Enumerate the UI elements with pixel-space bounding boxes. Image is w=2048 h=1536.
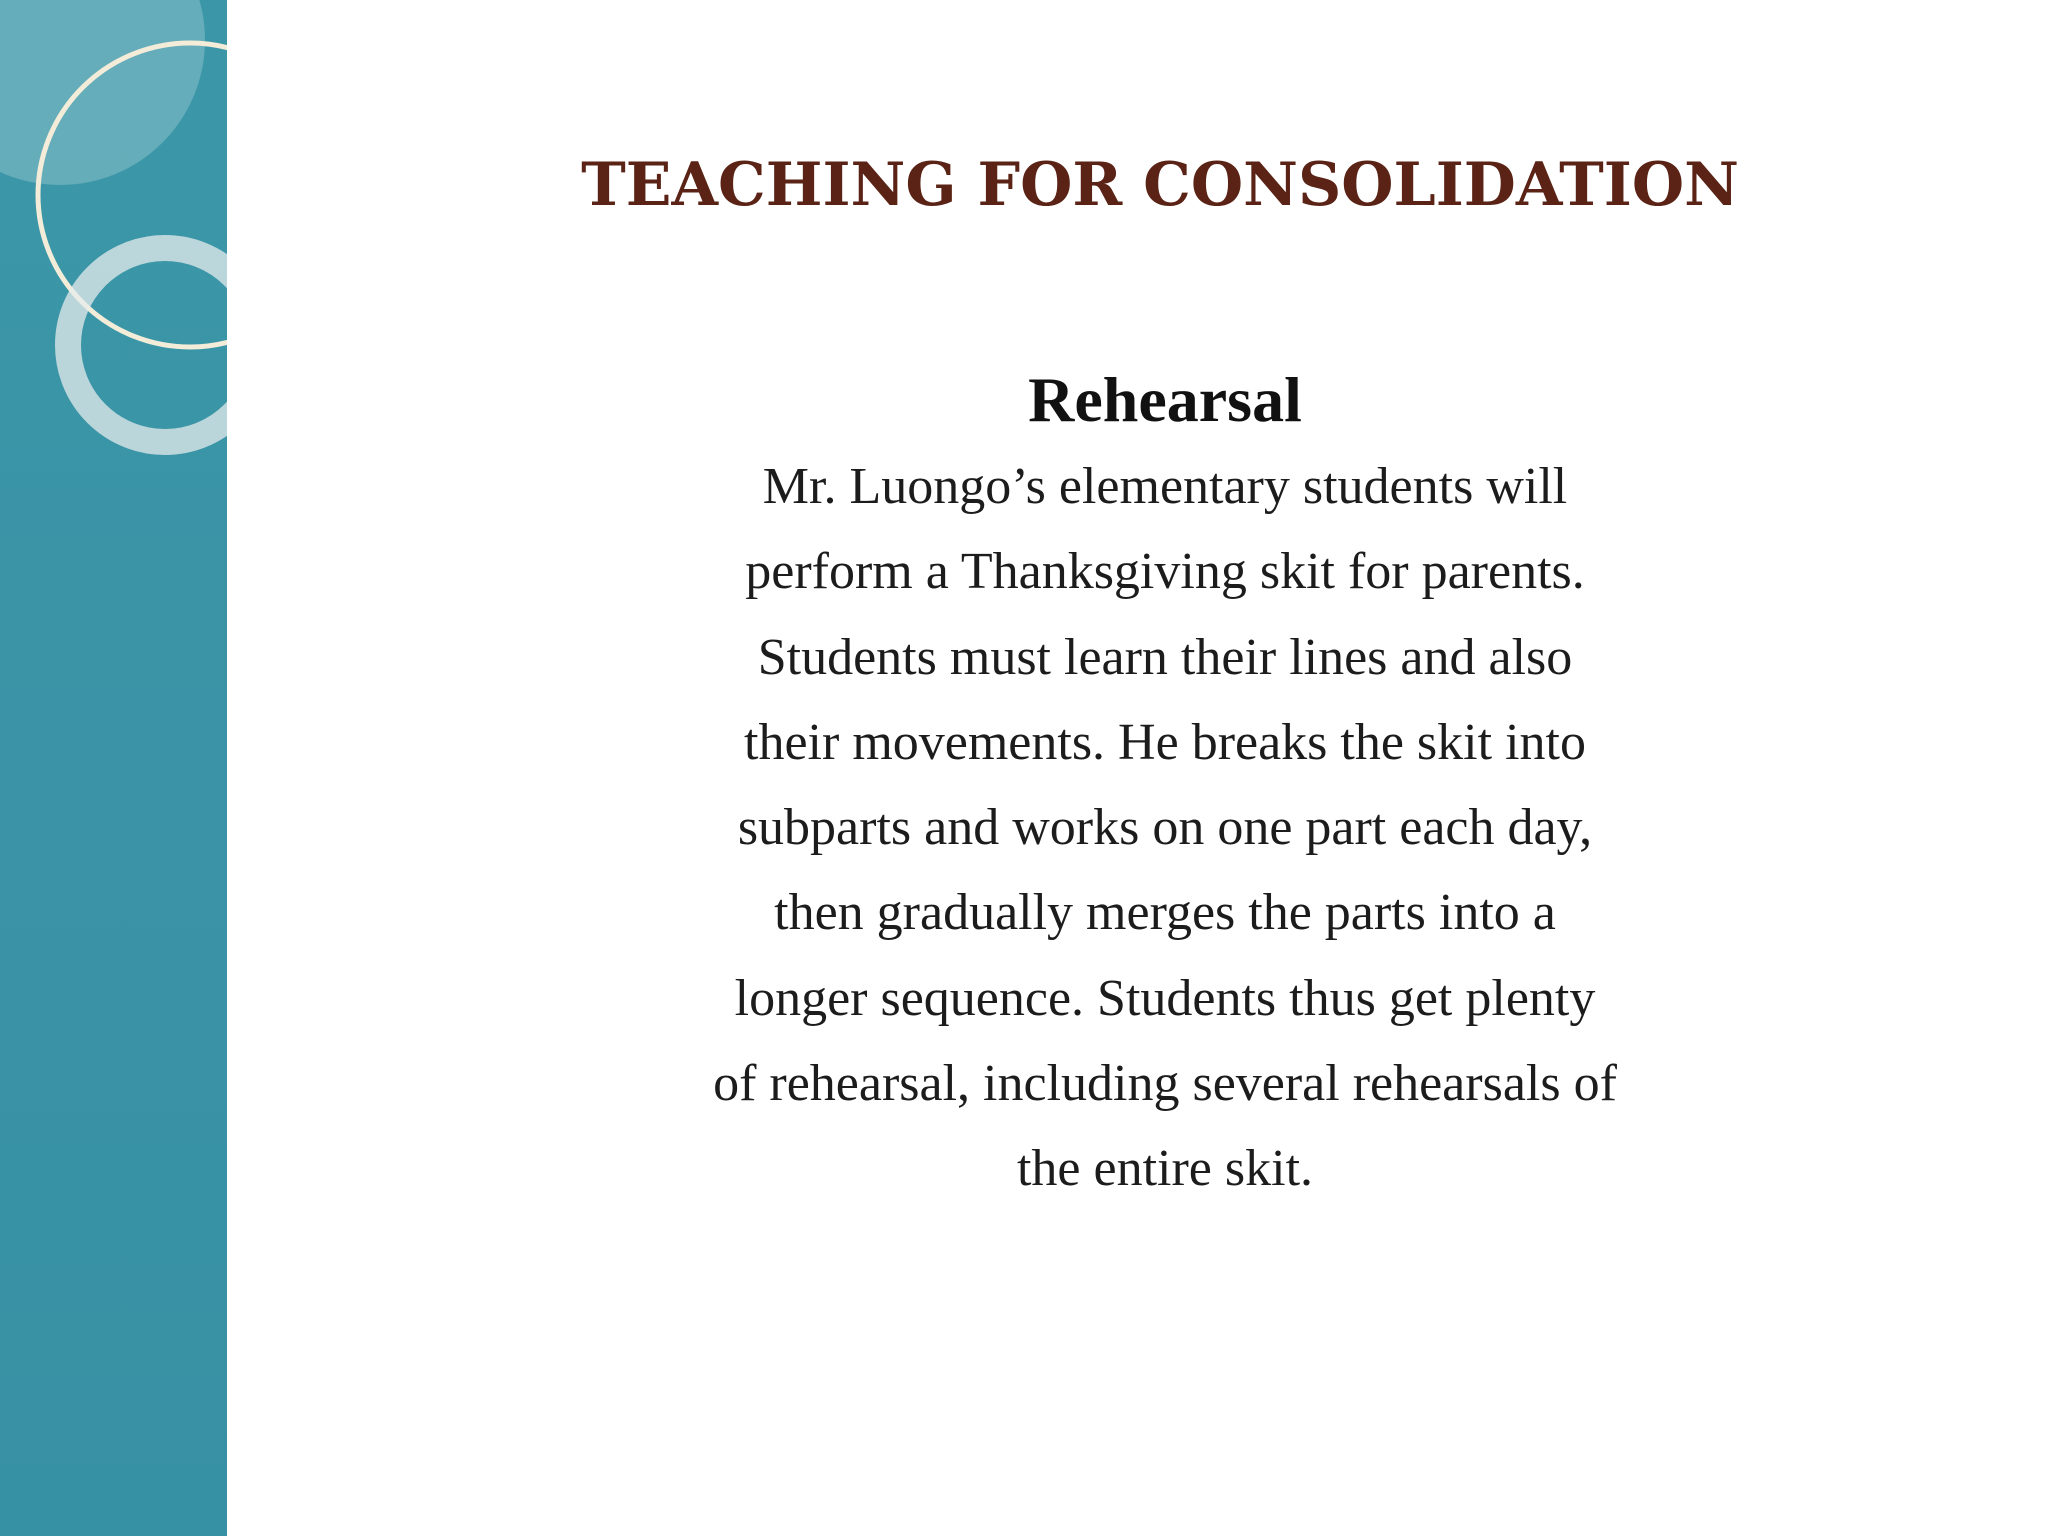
section-heading: Rehearsal (1028, 364, 1302, 435)
body-text-line: the entire skit. (1016, 1140, 1314, 1198)
body-text-line: Students must learn their lines and also (757, 628, 1573, 686)
body-text-line: their movements. He breaks the skit into (744, 713, 1586, 771)
decorative-rings-graphic (0, 0, 227, 1536)
body-text-line: Mr. Luongo’s elementary students will (762, 458, 1568, 515)
body-text-line: longer sequence. Students thus get plenty (734, 969, 1596, 1027)
decorative-side-band (0, 0, 227, 1536)
body-text-line: subparts and works on one part each day, (737, 799, 1593, 857)
body-text-line: perform a Thanksgiving skit for parents. (745, 543, 1585, 601)
body-text-line: of rehearsal, including several rehearsals of (713, 1055, 1617, 1113)
decorative-disc (0, 0, 205, 185)
slide-title: TEACHING FOR CONSOLIDATION (581, 150, 1739, 220)
body-text-line: then gradually merges the parts into a (774, 884, 1556, 942)
slide-content (640, 360, 1690, 1212)
